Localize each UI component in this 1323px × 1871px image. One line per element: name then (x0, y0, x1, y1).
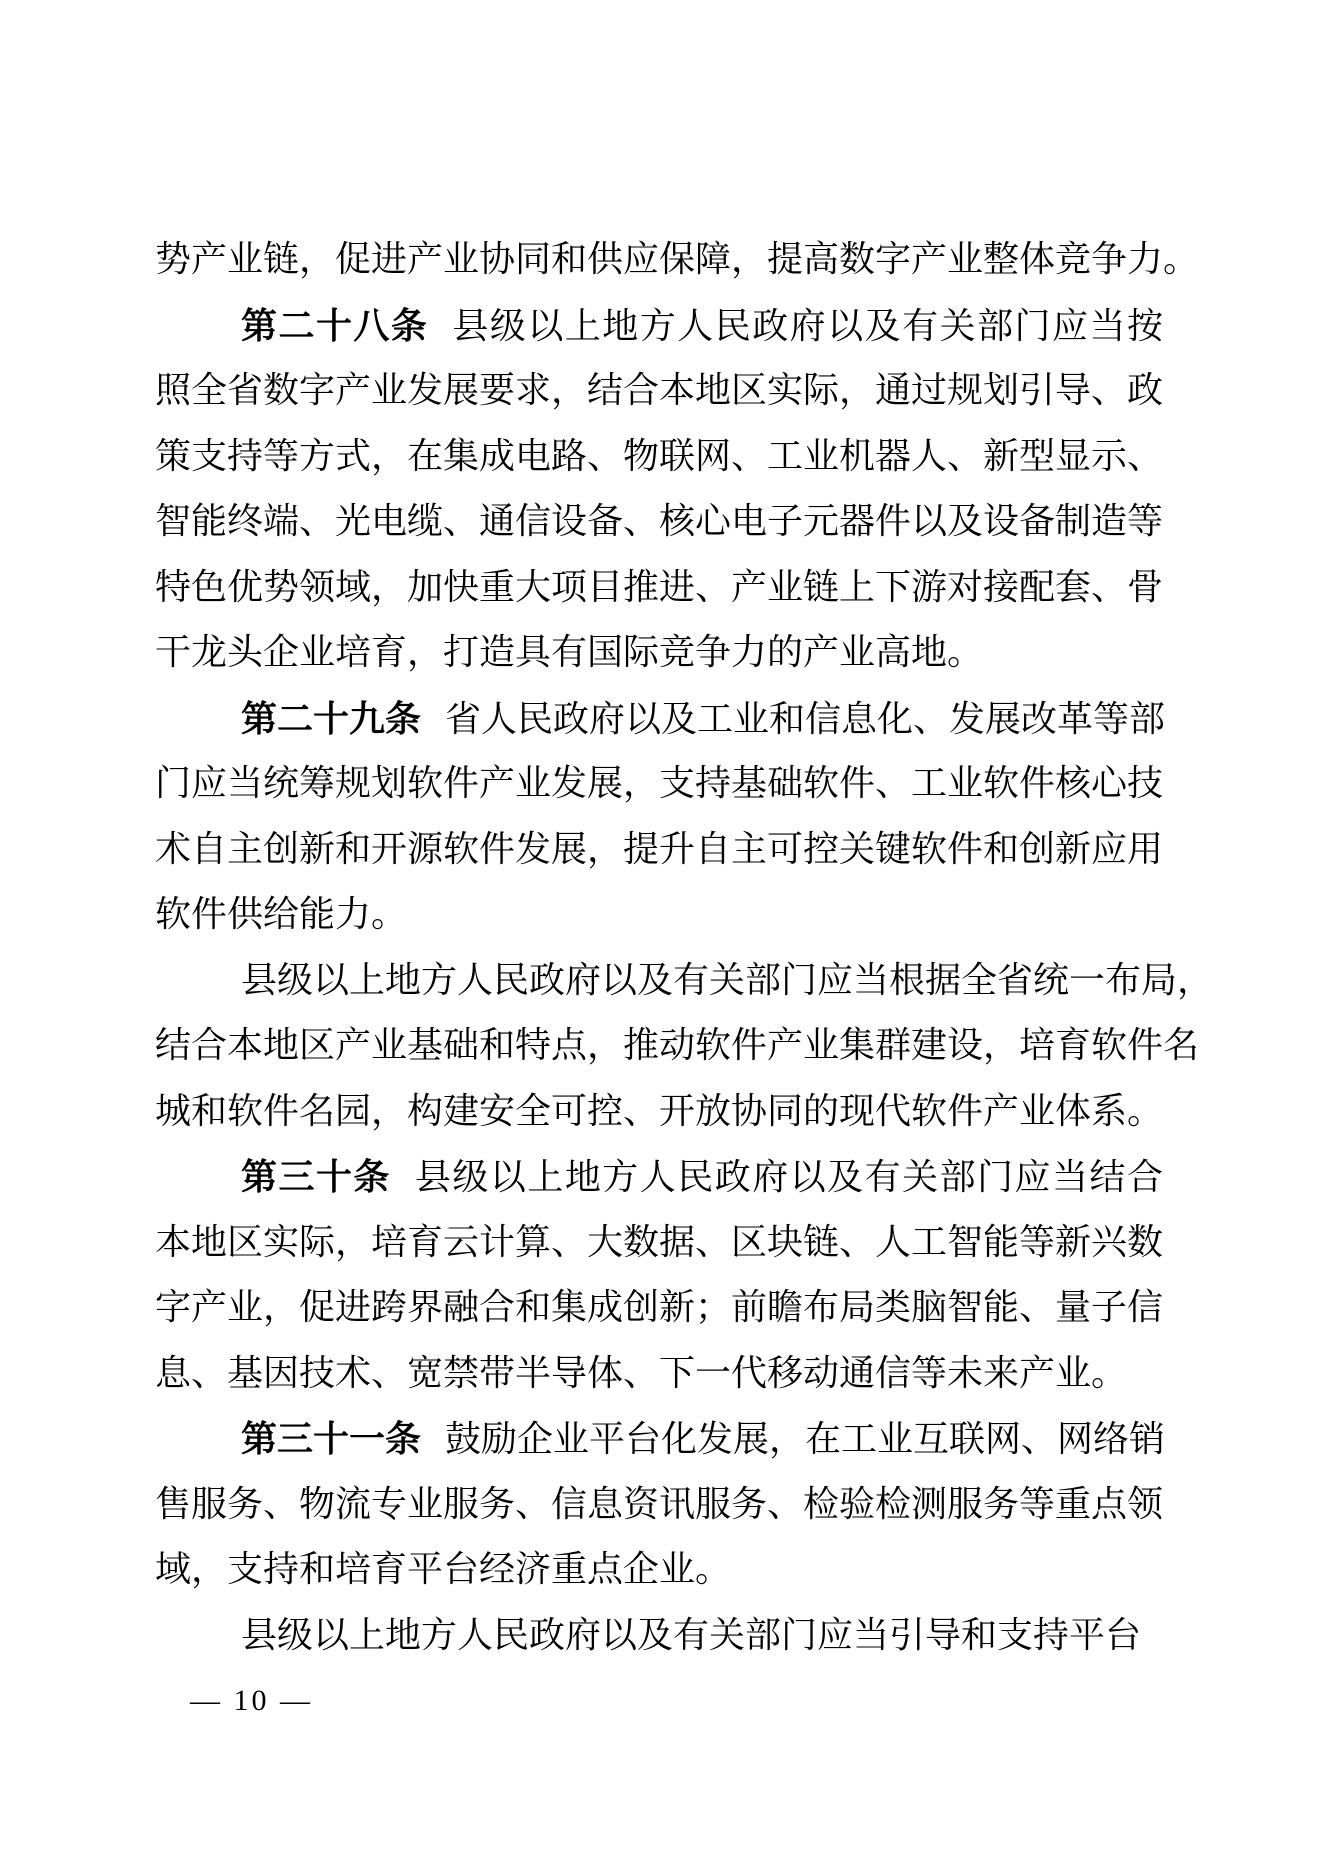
line-text: 策支持等方式，在集成电路、物联网、工业机器人、新型显示、 (155, 435, 1164, 476)
text-line (155, 1406, 1166, 1472)
line-text: 特色优势领域，加快重大项目推进、产业链上下游对接配套、骨 (155, 566, 1164, 607)
text-line (155, 489, 1163, 555)
text-line (155, 948, 1214, 1014)
text-line (155, 358, 1163, 424)
text-line (155, 1013, 1200, 1079)
line-text: 干龙头企业培育，打造具有国际竞争力的产业高地。 (155, 632, 984, 672)
article-number-label: 第三十条 (241, 1156, 391, 1197)
line-text: 结合本地区产业基础和特点，推动软件产业集群建设，培育软件名 (155, 1025, 1200, 1065)
line-text: 字产业，促进跨界融合和集成创新；前瞻布局类脑智能、量子信 (155, 1287, 1164, 1327)
line-text: 售服务、物流专业服务、信息资讯服务、检验检测服务等重点领 (155, 1483, 1164, 1524)
page-footer (190, 1684, 313, 1718)
text-line (155, 620, 1163, 686)
text-line (155, 1144, 1163, 1210)
line-text: 本地区实际，培育云计算、大数据、区块链、人工智能等新兴数 (155, 1221, 1164, 1262)
line-text: 照全省数字产业发展要求，结合本地区实际，通过规划引导、政 (155, 370, 1164, 410)
article-number-label: 第三十一条 (241, 1418, 422, 1459)
article-number-label: 第二十八条 (241, 304, 429, 346)
text-line (155, 1275, 1163, 1341)
line-text: 鼓励企业平台化发展，在工业互联网、网络销 (445, 1419, 1166, 1459)
text-line (155, 1472, 1163, 1538)
line-text: 城和软件名园，构建安全可控、开放协同的现代软件产业体系。 (155, 1090, 1164, 1131)
line-text: 智能终端、光电缆、通信设备、核心电子元器件以及设备制造等 (155, 501, 1164, 541)
line-text: 县级以上地方人民政府以及有关部门应当按 (452, 305, 1163, 346)
line-text: 软件供给能力。 (155, 894, 408, 934)
text-line (155, 1210, 1163, 1276)
line-text: 县级以上地方人民政府以及有关部门应当根据全省统一布局， (241, 959, 1214, 1000)
document-body (155, 227, 1214, 1668)
text-line (155, 1537, 1163, 1603)
line-text: 息、基因技术、宽禁带半导体、下一代移动通信等未来产业。 (155, 1352, 1128, 1393)
line-text: 县级以上地方人民政府以及有关部门应当结合 (414, 1157, 1163, 1197)
text-line (155, 227, 1200, 293)
text-line (155, 751, 1163, 817)
page-number: — 10 — (190, 1684, 313, 1717)
text-line (155, 555, 1163, 621)
line-text: 域，支持和培育平台经济重点企业。 (155, 1549, 732, 1589)
line-text: 门应当统筹规划软件产业发展，支持基础软件、工业软件核心技 (155, 763, 1164, 803)
article-number-label: 第二十九条 (241, 697, 422, 739)
text-line (155, 293, 1163, 359)
line-text: 省人民政府以及工业和信息化、发展改革等部 (445, 698, 1166, 739)
text-line (155, 1341, 1163, 1407)
text-line (155, 424, 1163, 490)
text-line (155, 686, 1166, 752)
line-text: 势产业链，促进产业协同和供应保障，提高数字产业整体竞争力。 (155, 239, 1200, 279)
line-text: 术自主创新和开源软件发展，提升自主可控关键软件和创新应用 (155, 828, 1164, 869)
text-line (155, 1603, 1163, 1669)
line-text: 县级以上地方人民政府以及有关部门应当引导和支持平台 (241, 1614, 1142, 1655)
text-line (155, 817, 1163, 883)
text-line (155, 1079, 1163, 1145)
text-line (155, 882, 1163, 948)
